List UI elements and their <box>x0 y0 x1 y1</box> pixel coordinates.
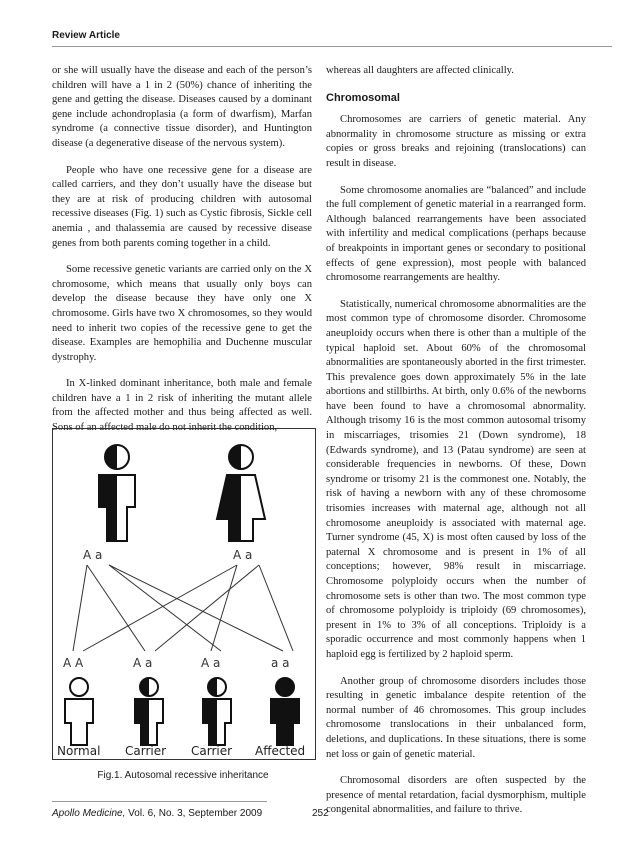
child-captions <box>53 741 315 759</box>
child-carrier-figure-1 <box>135 678 163 745</box>
right-intro: whereas all daughters are affected clinically. <box>326 65 514 76</box>
right-paragraph-3: Statistically, numerical chromosome abnormalities are the most common type of chromosome disorder. Chromosome aneuploidy occurs when there is other than a multiple of the typical haploid set. About 60% of the chromosomal abnormalities are spontaneously aborted in the first trimester. This prevalence goes down approximately 5% in the late abortions and stillbirths. At birth, only 0.6% of the newborns have been found to have a chromosomal abnormality. Although trisomy 16 is the most common autosomal trisomy in miscarriages, trisomies 21 (Down syndrome), 18 (Edwards syndrome), and 13 (Patau syndrome) are seen at considerable frequencies in newborns. Of these, Down syndrome or trisomy 21 is the commonest one. Notably, the risk of having a newborn with any of these chromosome trisomies increases with maternal age, although not all chromosome aneuploidy is associated with maternal age. Turner syndrome (45, X) is most often caused by loss of the paternal X chromosome and is present in 1% of all conceptions; however, 98% result in miscarriage. Chromosome polyploidy occurs when the number of chromosome sets is other than two. The most common type of chromosome polyploidy is triploidy (69 chromosomes), present in 1% to 3% of all conceptions. Triploidy is a sporadic occurrence and most commonly happens when 1 haploid egg is fertilized by 2 haploid sperm. <box>326 298 586 660</box>
child-genotype-1: A A <box>63 656 84 670</box>
left-column <box>52 64 312 448</box>
section-header: Review Article <box>52 30 120 41</box>
mother-figure <box>217 445 265 541</box>
right-paragraph-1: Chromosomes are carriers of genetic material. Any abnormality in chromosome structure as missing or extra copies or gross breaks and rejoining (translocations) can result in disease. <box>326 114 586 169</box>
footer-rule <box>52 801 267 802</box>
child-genotype-2: A a <box>133 656 153 670</box>
caption-carrier-2: Carrier <box>191 744 233 758</box>
caption-affected: Affected <box>255 744 306 758</box>
inheritance-diagram <box>53 429 315 759</box>
right-paragraph-2: Some chromosome anomalies are “balanced” and include the full complement of genetic material in a rearranged form. Although balanced rearrangements have been associated with infertility and medical complications (perhaps because of breakpoints in important genes or secondary to positional effects of gene expression), most people with balanced chromosome rearrangements are healthy. <box>326 184 586 284</box>
section-heading-chromosomal: Chromosomal <box>326 91 400 104</box>
footer-citation <box>52 808 262 819</box>
child-affected-figure <box>271 678 299 745</box>
father-genotype: A a <box>83 548 103 562</box>
child-genotype-3: A a <box>201 656 221 670</box>
left-paragraph-2: People who have one recessive gene for a disease are called carriers, and they don’t usually have the disease but they are at risk of producing children with autosomal recessive diseases (Fig. 1) such as Cystic fibrosis, Sickle cell anemia , and thalassemia are caused by recessive disease genes from both parents coming together in a child. <box>52 164 312 249</box>
right-column <box>326 64 586 830</box>
left-paragraph-3: Some recessive genetic variants are carried only on the X chromosome, which means that usually only boys can develop the disease because they have only one X chromosome. Girls have two X chromosomes, so they would need to inherit two copies of the recessive gene to get the disease. Examples are hemophilia and Duchenne muscular dystrophy. <box>52 264 312 363</box>
child-normal-figure <box>65 678 93 745</box>
caption-carrier-1: Carrier <box>125 744 167 758</box>
father-figure <box>99 445 135 541</box>
right-paragraph-4: Another group of chromosome disorders includes those resulting in genetic imbalance despite retention of the normal number of 46 chromosomes. This group includes chromosome translocations in their unbalanced form, deletions, and duplications. In these situations, there is some net loss or gain of genetic material. <box>326 675 586 760</box>
caption-normal: Normal <box>57 744 101 758</box>
right-paragraph-5: Chromosomal disorders are often suspected by the presence of mental retardation, facial dysmorphism, multiple congenital abnormalities, and failure to thrive. <box>326 775 586 816</box>
journal-issue: Vol. 6, No. 3, September 2009 <box>125 808 263 819</box>
header-rule <box>52 46 612 47</box>
left-paragraph-1: or she will usually have the disease and each of the person’s children will have a 1 in 2 (50%) chance of inheriting the gene and getting the disease. Diseases caused by a dominant gene include achondroplasia (a form of dwarfism), Marfan syndrome (a connective tissue disorder), and Huntington disease (a degenerative disease of the nervous system). <box>52 65 312 149</box>
child-carrier-figure-2 <box>203 678 231 745</box>
journal-name: Apollo Medicine, <box>52 808 126 819</box>
cross-lines <box>73 565 293 651</box>
page-number: 252 <box>312 808 329 819</box>
mother-genotype: A a <box>233 548 253 562</box>
left-paragraph-4: In X-linked dominant inheritance, both male and female children have a 1 in 2 risk of inheriting the mutant allele from the affected mother and thus being affected as well. Sons of an affected male do not inherit the condition, <box>52 378 312 434</box>
inheritance-figure <box>52 428 316 760</box>
figure-caption: Fig.1. Autosomal recessive inheritance <box>97 770 269 781</box>
child-genotype-4: a a <box>271 656 290 670</box>
